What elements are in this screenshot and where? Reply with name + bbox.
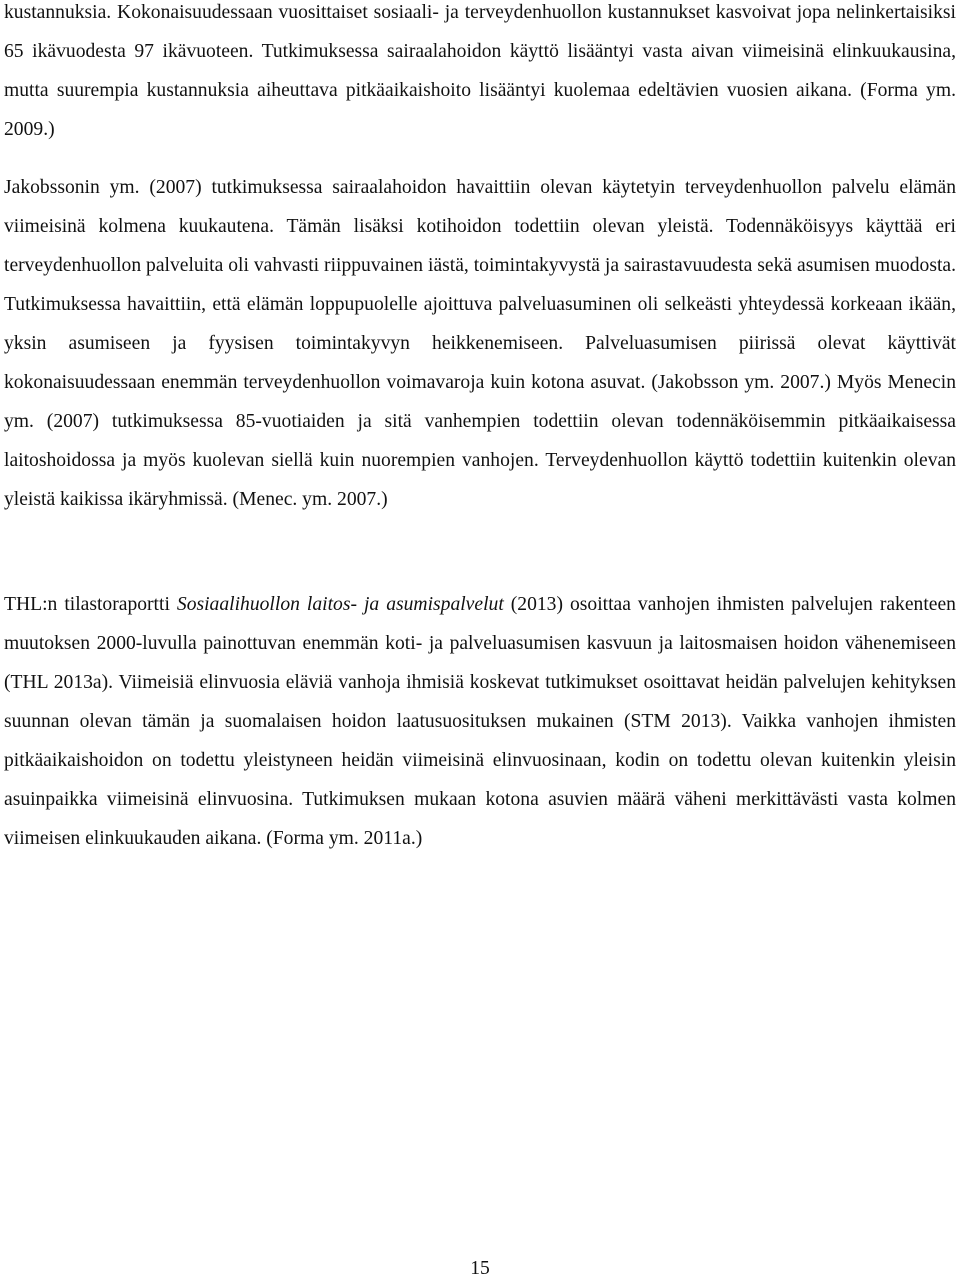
paragraph-cost-growth: [4, 0, 956, 149]
paragraph-jakobsson-study: [4, 168, 956, 519]
report-title-italic: Sosiaalihuollon laitos- ja asumispalvelut: [176, 594, 504, 615]
paragraph-text: Jakobssonin ym. (2007) tutkimuksessa sairaalahoidon havaittiin olevan käytetyin terveydenhuollon palvelu elämän viimeisinä kolmena kuukautena. Tämän lisäksi kotihoidon todettiin olevan yleistä. Todennäköisyys käyttää eri terveydenhuollon palveluita oli vahvasti riippuvainen iästä, toimintakyvystä ja sairastavuudesta sekä asumisen muodosta. Tutkimuksessa havaittiin, että elämän loppupuolelle ajoittuva palveluasuminen oli selkeästi yhteydessä korkeaan ikään, yksin asumiseen ja fyysisen toimintakyvyn heikkenemiseen. Palveluasumisen piirissä olevat käyttivät kokonaisuudessaan enemmän terveydenhuollon voimavaroja kuin kotona asuvat. (Jakobsson ym. 2007.) Myös Menecin ym. (2007) tutkimuksessa 85-vuotiaiden ja sitä vanhempien todettiin olevan todennäköisemmin pitkäaikaisessa laitoshoidossa ja myös kuolevan siellä kuin nuorempien vanhojen. Terveydenhuollon käyttö todettiin kuitenkin olevan yleistä kaikissa ikäryhmissä. (Menec. ym. 2007.): [4, 177, 956, 510]
page-number: 15: [470, 1258, 490, 1279]
paragraph-text: kustannuksia. Kokonaisuudessaan vuosittaiset sosiaali- ja terveydenhuollon kustannukset kasvoivat jopa nelinkertaisiksi 65 ikävuodesta 97 ikävuoteen. Tutkimuksessa sairaalahoidon käyttö lisääntyi vasta aivan viimeisinä elinkuukausina, mutta suurempia kustannuksia aiheuttava pitkäaikaishoito lisääntyi kuolemaa edeltävien vuosien aikana. (Forma ym. 2009.): [4, 2, 956, 140]
paragraph-text: (2013) osoittaa vanhojen ihmisten palvelujen rakenteen muutoksen 2000-luvulla painottuvan enemmän koti- ja palveluasumisen kasvuun ja laitosmaisen hoidon vähenemiseen (THL 2013a). Viimeisiä elinvuosia eläviä vanhoja ihmisiä koskevat tutkimukset osoittavat heidän palvelujen kehityksen suunnan olevan tämän ja suomalaisen hoidon laatusuosituksen mukainen (STM 2013). Vaikka vanhojen ihmisten pitkäaikaishoidon on todettu yleistyneen heidän viimeisinä elinvuosinaan, kodin on todettu olevan kuitenkin yleisin asuinpaikka viimeisinä elinvuosina. Tutkimuksen mukaan kotona asuvien määrä väheni merkittävästi vasta kolmen viimeisen elinkuukauden aikana. (Forma ym. 2011a.): [4, 594, 956, 849]
paragraph-thl-report: [4, 585, 956, 858]
paragraph-text: THL:n tilastoraportti: [4, 594, 177, 615]
